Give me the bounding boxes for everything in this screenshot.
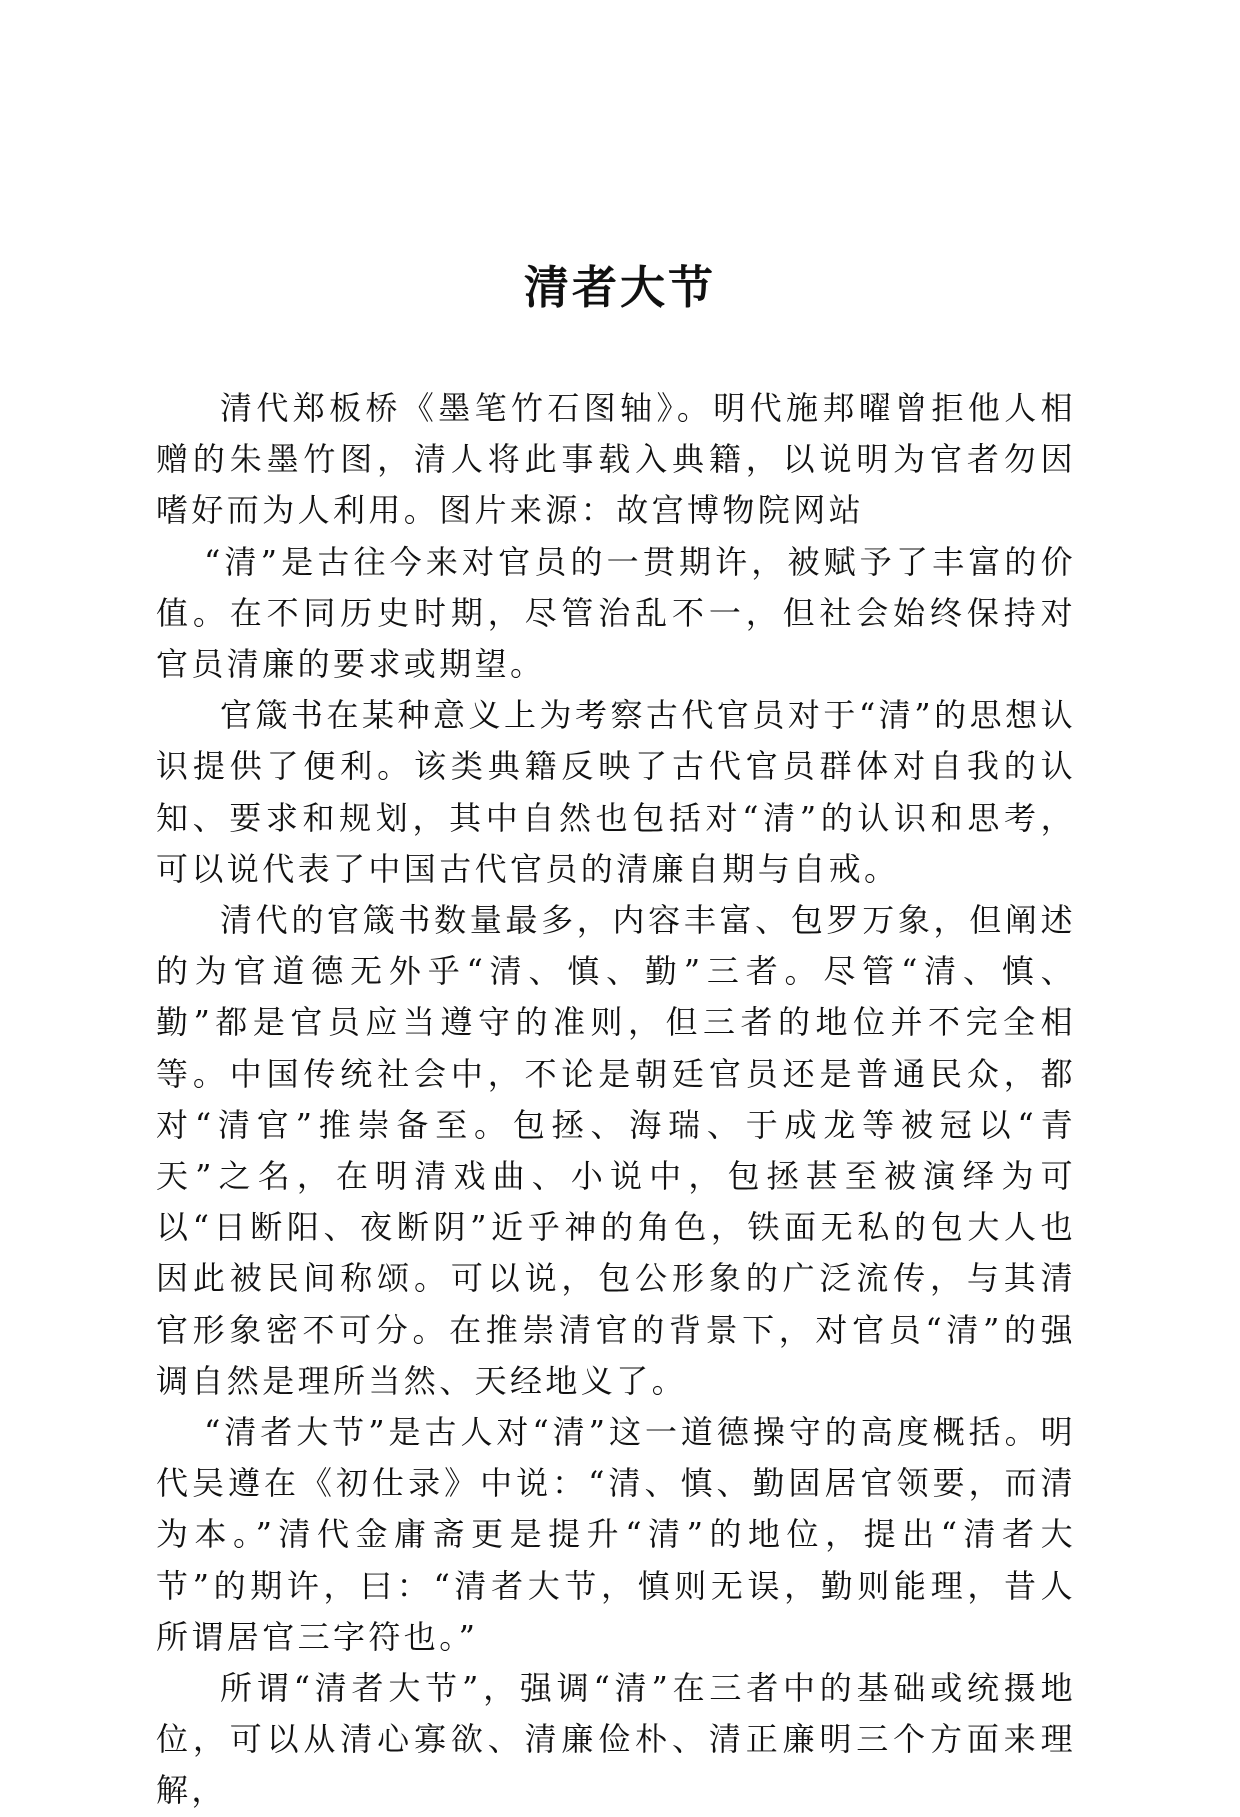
paragraph-qing-expectation: “清”是古往今来对官员的一贯期许，被赋予了丰富的价值。在不同历史时期，尽管治乱不一，但社会始终保持对官员清廉的要求或期望。 bbox=[156, 542, 1076, 684]
paragraph-meaning: 所谓“清者大节”，强调“清”在三者中的基础或统摄地位，可以从清心寡欲、清廉俭朴、清正廉明三个方面来理解， bbox=[156, 1669, 1076, 1810]
paragraph-great-virtue: “清者大节”是古人对“清”这一道德操守的高度概括。明代吴遵在《初仕录》中说：“清、慎、勤固居官领要，而清为本。”清代金庸斋更是提升“清”的地位，提出“清者大节”的期许，曰：“清者大节，慎则无误，勤则能理，昔人所谓居官三字符也。” bbox=[156, 1413, 1076, 1656]
paragraph-qing-dynasty: 清代的官箴书数量最多，内容丰富、包罗万象，但阐述的为官道德无外乎“清、慎、勤”三者。尽管“清、慎、勤”都是官员应当遵守的准则，但三者的地位并不完全相等。中国传统社会中，不论是朝廷官员还是普通民众，都对“清官”推崇备至。包拯、海瑞、于成龙等被冠以“青天”之名，在明清戏曲、小说中，包拯甚至被演绎为可以“日断阳、夜断阴”近乎神的角色，铁面无私的包大人也因此被民间称颂。可以说，包公形象的广泛流传，与其清官形象密不可分。在推崇清官的背景下，对官员“清”的强调自然是理所当然、天经地义了。 bbox=[156, 901, 1076, 1400]
document-title: 清者大节 bbox=[523, 261, 716, 314]
paragraph-image-caption: 清代郑板桥《墨笔竹石图轴》。明代施邦曜曾拒他人相赠的朱墨竹图，清人将此事载入典籍，以说明为官者勿因嗜好而为人利用。图片来源：故宫博物院网站 bbox=[156, 389, 1076, 530]
document-body bbox=[156, 383, 1076, 1817]
paragraph-guanzhen-books: 官箴书在某种意义上为考察古代官员对于“清”的思想认识提供了便利。该类典籍反映了古代官员群体对自我的认知、要求和规划，其中自然也包括对“清”的认识和思考，可以说代表了中国古代官员的清廉自期与自戒。 bbox=[156, 696, 1076, 888]
